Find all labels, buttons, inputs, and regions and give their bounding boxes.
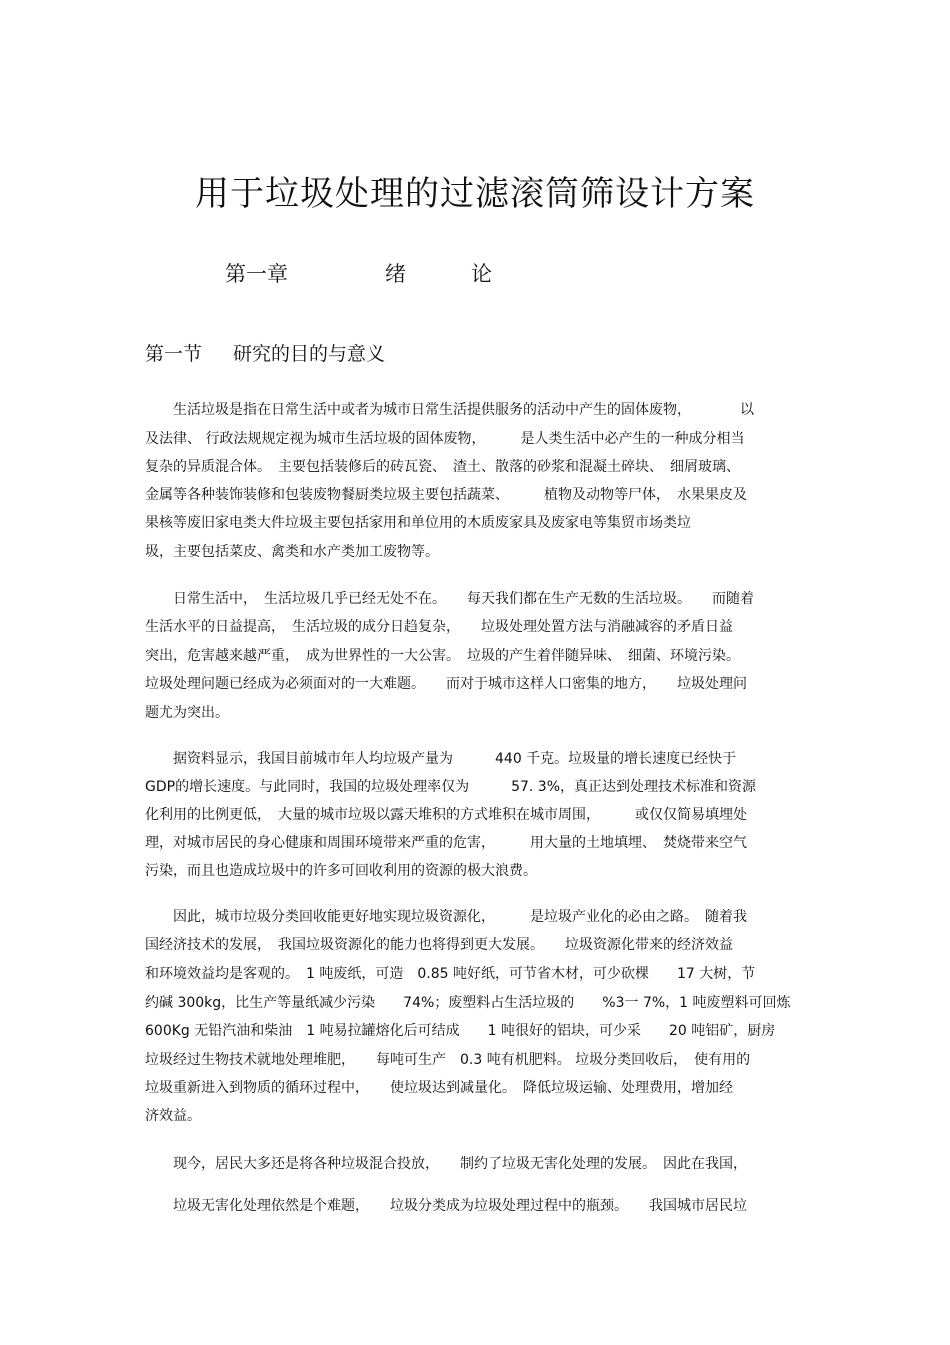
paragraph-line: 题尤为突出。	[145, 705, 229, 721]
paragraph-line: 理，对城市居民的身心健康和周围环境带来严重的危害， 用大量的土地填埋、 焚烧带来空气	[145, 835, 747, 851]
paragraph-line: 现今，居民大多还是将各种垃圾混合投放， 制约了垃圾无害化处理的发展。 因此在我国，	[145, 1156, 747, 1172]
paragraph-line: 及法律、 行政法规规定视为城市生活垃圾的固体废物， 是人类生活中必产生的一种成分相当	[145, 431, 745, 447]
section-name: 研究的目的与意义	[233, 343, 386, 365]
paragraph-line: 突出，危害越来越严重， 成为世界性的一大公害。 垃圾的产生着伴随异味、 细菌、环境污染。	[145, 648, 740, 664]
paragraph-line: 生活水平的日益提高， 生活垃圾的成分日趋复杂， 垃圾处理处置方法与消融减容的矛盾日益	[145, 619, 733, 635]
paragraph-line: 济效益。	[145, 1108, 201, 1124]
paragraph-line: 600Kg 无铅汽油和柴油 1 吨易拉罐熔化后可结成 1 吨很好的铝块，可少采 20 吨铝矿，厨房	[145, 1023, 776, 1039]
paragraph-line: 垃圾经过生物技术就地处理堆肥， 每吨可生产 0.3 吨有机肥料。 垃圾分类回收后， 使有用的	[145, 1052, 751, 1068]
document-title: 用于垃圾处理的过滤滚筒筛设计方案	[195, 174, 755, 214]
section-heading	[145, 339, 385, 366]
paragraph-line: 化利用的比例更低， 大量的城市垃圾以露天堆积的方式堆积在城市周围， 或仅仅简易填埋处	[145, 807, 747, 823]
paragraph-line: 垃圾处理问题已经成为必须面对的一大难题。 而对于城市这样人口密集的地方， 垃圾处理问	[145, 676, 747, 692]
section-number: 第一节	[145, 343, 203, 365]
paragraph-line: 圾，主要包括菜皮、禽类和水产类加工废物等。	[145, 544, 439, 560]
chapter-heading	[225, 258, 514, 288]
paragraph-line: 因此，城市垃圾分类回收能更好地实现垃圾资源化， 是垃圾产业化的必由之路。 随着我	[145, 909, 747, 925]
paragraph-line: 和环境效益均是客观的。 1 吨废纸，可造 0.85 吨好纸，可节省木材，可少砍棵 17 大树，节	[145, 966, 756, 982]
paragraph-line: 日常生活中， 生活垃圾几乎已经无处不在。 每天我们都在生产无数的生活垃圾。 而随着	[145, 591, 754, 607]
paragraph-line: 生活垃圾是指在日常生活中或者为城市日常生活提供服务的活动中产生的固体废物， 以	[145, 402, 754, 418]
paragraph-line: GDP的增长速度。与此同时，我国的垃圾处理率仅为 57. 3%，真正达到处理技术标准和资源	[145, 779, 756, 795]
paragraph-line: 垃圾无害化处理依然是个难题， 垃圾分类成为垃圾处理过程中的瓶颈。 我国城市居民垃	[145, 1198, 747, 1214]
paragraph-line: 垃圾重新进入到物质的循环过程中， 使垃圾达到减量化。 降低垃圾运输、处理费用，增加经	[145, 1080, 733, 1096]
chapter-number: 第一章	[225, 262, 288, 286]
paragraph-line: 果核等废旧家电类大件垃圾主要包括家用和单位用的木质废家具及废家电等集贸市场类垃	[145, 515, 691, 531]
chapter-name: 绪 论	[385, 262, 514, 286]
paragraph-line: 国经济技术的发展， 我国垃圾资源化的能力也将得到更大发展。 垃圾资源化带来的经济效益	[145, 937, 733, 953]
paragraph-line: 金属等各种装饰装修和包装废物餐厨类垃圾主要包括蔬菜、 植物及动物等尸体， 水果果皮及	[145, 487, 747, 503]
paragraph-line: 污染，而且也造成垃圾中的许多可回收利用的资源的极大浪费。	[145, 863, 537, 879]
paragraph-line: 据资料显示，我国目前城市年人均垃圾产量为 440 千克。垃圾量的增长速度已经快于	[145, 751, 737, 767]
paragraph-line: 复杂的异质混合体。 主要包括装修后的砖瓦瓷、 渣土、散落的砂浆和混凝土碎块、 细屑玻璃、	[145, 459, 740, 475]
paragraph-line: 约碱 300kg，比生产等量纸减少污染 74%；废塑料占生活垃圾的 %3一 7%，1 吨废塑料可回炼	[145, 995, 791, 1011]
